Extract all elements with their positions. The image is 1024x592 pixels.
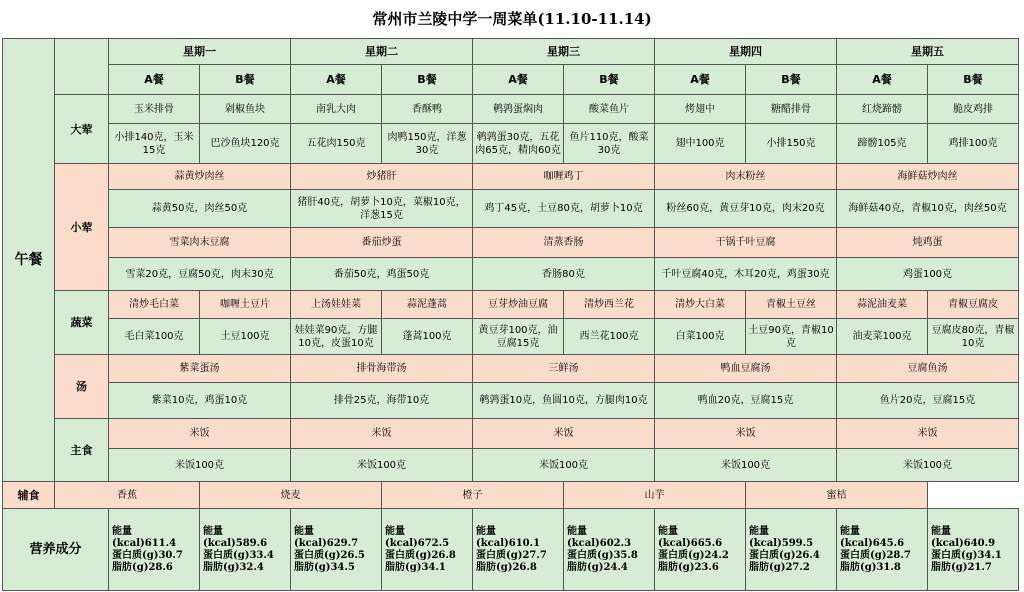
side-food: 橙子 (382, 482, 564, 509)
dish-name: 酸菜鱼片 (564, 95, 655, 124)
day-header: 星期四 (655, 39, 837, 65)
dish-spec: 鱼片20克，豆腐15克 (837, 383, 1019, 419)
dish-name: 紫菜蛋汤 (109, 355, 291, 383)
weekly-menu-table (2, 38, 1019, 591)
minor-dish-spec-row (3, 258, 1019, 291)
minor-dish-name-row (3, 228, 1019, 258)
set-header-row (3, 65, 1019, 95)
minor-dish-spec-row (3, 190, 1019, 228)
dish-name: 青椒土豆丝 (746, 291, 837, 319)
dish-spec: 五花肉150克 (291, 124, 382, 164)
dish-spec: 巴沙鱼块120克 (200, 124, 291, 164)
nutrition-info: 能量 (kcal)665.6 蛋白质(g)24.2 脂肪(g)23.6 (655, 509, 746, 591)
dish-name: 番茄炒蛋 (291, 228, 473, 258)
set-b-header: B餐 (746, 65, 837, 95)
day-header: 星期二 (291, 39, 473, 65)
dish-name: 香酥鸭 (382, 95, 473, 124)
dish-name: 咖喱土豆片 (200, 291, 291, 319)
nutrition-info: 能量 (kcal)602.3 蛋白质(g)35.8 脂肪(g)24.4 (564, 509, 655, 591)
dish-name: 豆腐鱼汤 (837, 355, 1019, 383)
dish-spec: 油麦菜100克 (837, 319, 928, 355)
dish-spec: 黄豆芽100克，油豆腐15克 (473, 319, 564, 355)
dish-name: 清蒸香肠 (473, 228, 655, 258)
soup-name-row (3, 355, 1019, 383)
dish-spec: 毛白菜100克 (109, 319, 200, 355)
dish-spec: 鱼片110克，酸菜30克 (564, 124, 655, 164)
day-header: 星期一 (109, 39, 291, 65)
dish-spec: 米饭100克 (837, 449, 1019, 482)
meal-label: 午餐 (3, 39, 55, 482)
dish-name: 鸭血豆腐汤 (655, 355, 837, 383)
day-header-row (3, 39, 1019, 65)
dish-spec: 鹌鹑蛋10克，鱼圆10克，方腿肉10克 (473, 383, 655, 419)
nutrition-info: 能量 (kcal)640.9 蛋白质(g)34.1 脂肪(g)21.7 (928, 509, 1019, 591)
dish-spec: 米饭100克 (473, 449, 655, 482)
set-a-header: A餐 (473, 65, 564, 95)
dish-name: 炒猪肝 (291, 164, 473, 190)
set-a-header: A餐 (655, 65, 746, 95)
dish-spec: 鸭血20克，豆腐15克 (655, 383, 837, 419)
set-a-header: A餐 (837, 65, 928, 95)
dish-spec: 小排140克，玉米15克 (109, 124, 200, 164)
dish-spec: 土豆90克，青椒10克 (746, 319, 837, 355)
dish-name: 干锅千叶豆腐 (655, 228, 837, 258)
dish-spec: 米饭100克 (655, 449, 837, 482)
set-b-header: B餐 (928, 65, 1019, 95)
dish-name: 鹌鹑蛋焖肉 (473, 95, 564, 124)
set-b-header: B餐 (564, 65, 655, 95)
staple-name-row (3, 419, 1019, 449)
nutrition-info: 能量 (kcal)589.6 蛋白质(g)33.4 脂肪(g)32.4 (200, 509, 291, 591)
dish-spec: 肉鸭150克，洋葱30克 (382, 124, 473, 164)
dish-name: 蒜泥蓬蒿 (382, 291, 473, 319)
dish-spec: 海鲜菇40克，青椒10克，肉丝50克 (837, 190, 1019, 228)
dish-name: 肉末粉丝 (655, 164, 837, 190)
dish-name: 米饭 (837, 419, 1019, 449)
category-main: 大荤 (55, 95, 109, 164)
dish-spec: 翅中100克 (655, 124, 746, 164)
dish-spec: 蓬蒿100克 (382, 319, 473, 355)
dish-spec: 蹄髈105克 (837, 124, 928, 164)
nutrition-info: 能量 (kcal)629.7 蛋白质(g)26.5 脂肪(g)34.5 (291, 509, 382, 591)
dish-spec: 雪菜20克，豆腐50克，肉末30克 (109, 258, 291, 291)
side-food-row (3, 482, 1019, 509)
dish-name: 清炒大白菜 (655, 291, 746, 319)
dish-name: 米饭 (291, 419, 473, 449)
dish-name: 南乳大肉 (291, 95, 382, 124)
nutrition-info: 能量 (kcal)645.6 蛋白质(g)28.7 脂肪(g)31.8 (837, 509, 928, 591)
dish-spec: 千叶豆腐40克，木耳20克，鸡蛋30克 (655, 258, 837, 291)
dish-name: 米饭 (109, 419, 291, 449)
main-dish-spec-row (3, 124, 1019, 164)
header-corner (55, 39, 109, 95)
dish-name: 米饭 (655, 419, 837, 449)
dish-name: 咖喱鸡丁 (473, 164, 655, 190)
side-food: 山芋 (564, 482, 746, 509)
dish-name: 脆皮鸡排 (928, 95, 1019, 124)
nutrition-info: 能量 (kcal)599.5 蛋白质(g)26.4 脂肪(g)27.2 (746, 509, 837, 591)
dish-spec: 米饭100克 (291, 449, 473, 482)
nutrition-info: 能量 (kcal)610.1 蛋白质(g)27.7 脂肪(g)26.8 (473, 509, 564, 591)
dish-spec: 米饭100克 (109, 449, 291, 482)
dish-spec: 鸡排100克 (928, 124, 1019, 164)
minor-dish-name-row (3, 164, 1019, 190)
dish-spec: 香肠80克 (473, 258, 655, 291)
dish-name: 炖鸡蛋 (837, 228, 1019, 258)
dish-name: 烤翅中 (655, 95, 746, 124)
dish-name: 玉米排骨 (109, 95, 200, 124)
category-minor: 小荤 (55, 164, 109, 291)
dish-spec: 小排150克 (746, 124, 837, 164)
dish-spec: 土豆100克 (200, 319, 291, 355)
nutrition-row (3, 509, 1019, 591)
dish-spec: 排骨25克，海带10克 (291, 383, 473, 419)
dish-name: 蒜泥油麦菜 (837, 291, 928, 319)
dish-name: 米饭 (473, 419, 655, 449)
dish-spec: 番茄50克，鸡蛋50克 (291, 258, 473, 291)
dish-spec: 粉丝60克，黄豆芽10克，肉末20克 (655, 190, 837, 228)
dish-spec: 娃娃菜90克，方腿10克，皮蛋10克 (291, 319, 382, 355)
dish-spec: 豆腐皮80克，青椒10克 (928, 319, 1019, 355)
dish-spec: 蒜黄50克，肉丝50克 (109, 190, 291, 228)
dish-name: 蒜黄炒肉丝 (109, 164, 291, 190)
dish-spec: 西兰花100克 (564, 319, 655, 355)
nutrition-label: 营养成分 (3, 509, 109, 591)
dish-name: 雪菜肉末豆腐 (109, 228, 291, 258)
veg-name-row (3, 291, 1019, 319)
day-header: 星期五 (837, 39, 1019, 65)
main-dish-name-row (3, 95, 1019, 124)
category-soup: 汤 (55, 355, 109, 419)
soup-spec-row (3, 383, 1019, 419)
set-b-header: B餐 (200, 65, 291, 95)
dish-name: 糖醋排骨 (746, 95, 837, 124)
category-side: 辅食 (3, 482, 55, 509)
side-food: 蜜桔 (746, 482, 928, 509)
set-a-header: A餐 (109, 65, 200, 95)
dish-spec: 白菜100克 (655, 319, 746, 355)
side-food: 香蕉 (55, 482, 200, 509)
side-food: 烧麦 (200, 482, 382, 509)
dish-name: 排骨海带汤 (291, 355, 473, 383)
dish-name: 豆芽炒油豆腐 (473, 291, 564, 319)
set-a-header: A餐 (291, 65, 382, 95)
day-header: 星期三 (473, 39, 655, 65)
dish-name: 青椒豆腐皮 (928, 291, 1019, 319)
category-staple: 主食 (55, 419, 109, 482)
category-veg: 蔬菜 (55, 291, 109, 355)
dish-name: 上汤娃娃菜 (291, 291, 382, 319)
dish-name: 海鲜菇炒肉丝 (837, 164, 1019, 190)
dish-name: 剁椒鱼块 (200, 95, 291, 124)
nutrition-info: 能量 (kcal)611.4 蛋白质(g)30.7 脂肪(g)28.6 (109, 509, 200, 591)
dish-spec: 紫菜10克，鸡蛋10克 (109, 383, 291, 419)
dish-name: 红烧蹄髈 (837, 95, 928, 124)
veg-spec-row (3, 319, 1019, 355)
menu-title: 常州市兰陵中学一周菜单(11.10-11.14) (0, 0, 1024, 38)
dish-spec: 鸡丁45克，土豆80克，胡萝卜10克 (473, 190, 655, 228)
staple-spec-row (3, 449, 1019, 482)
dish-name: 清炒毛白菜 (109, 291, 200, 319)
dish-name: 三鲜汤 (473, 355, 655, 383)
nutrition-info: 能量 (kcal)672.5 蛋白质(g)26.8 脂肪(g)34.1 (382, 509, 473, 591)
dish-spec: 鸡蛋100克 (837, 258, 1019, 291)
dish-spec: 猪肝40克，胡萝卜10克，菜椒10克，洋葱15克 (291, 190, 473, 228)
dish-spec: 鹌鹑蛋30克，五花肉65克，精肉60克 (473, 124, 564, 164)
dish-name: 清炒西兰花 (564, 291, 655, 319)
set-b-header: B餐 (382, 65, 473, 95)
